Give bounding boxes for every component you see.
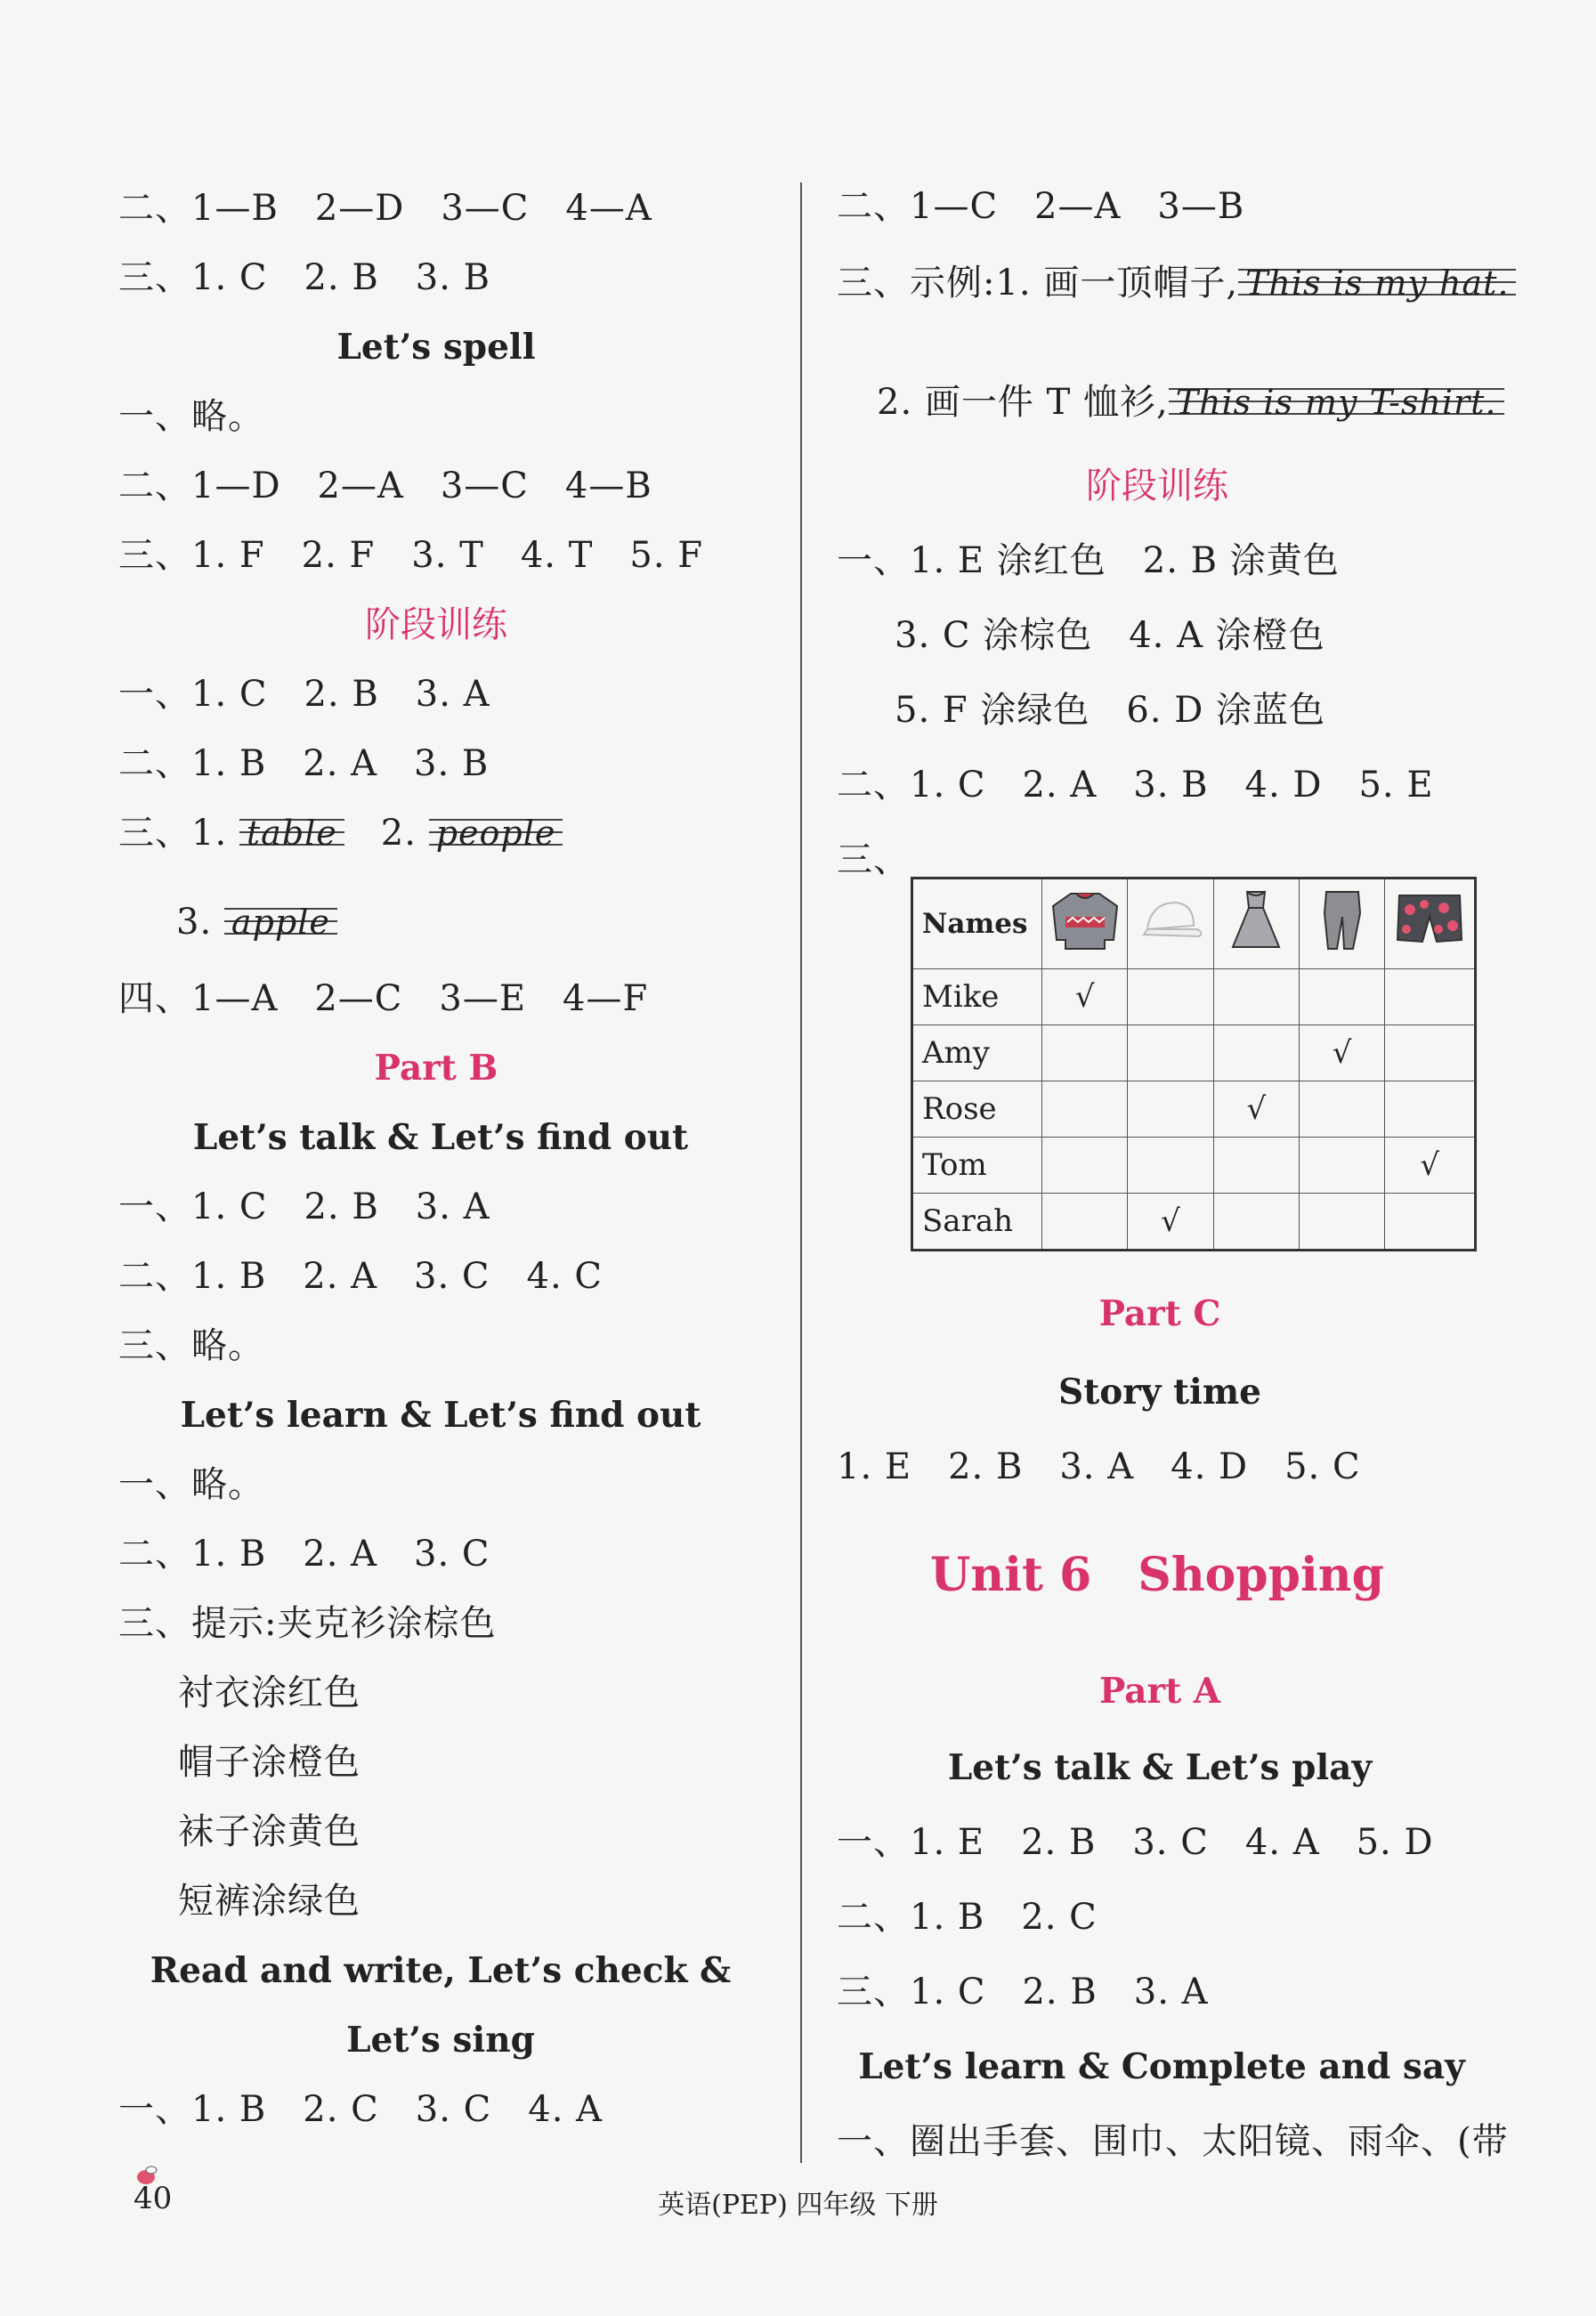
check-cell: √ [1213, 1081, 1299, 1138]
check-cell [1299, 1081, 1384, 1138]
check-cell [1213, 969, 1299, 1025]
row-name: Sarah [912, 1194, 1042, 1251]
answer-line: 5. F 涂绿色 6. D 涂蓝色 [895, 690, 1326, 731]
check-cell: √ [1042, 969, 1128, 1025]
section-heading: Story time [1058, 1372, 1261, 1413]
part-heading: Part C [1098, 1293, 1221, 1334]
answer-prefix: 2. [344, 813, 429, 854]
handwritten-word: people [429, 814, 563, 853]
footer-title: 英语(PEP) 四年级 下册 [658, 2190, 938, 2221]
answer-line: 四、1—A 2—C 3—E 4—F [118, 978, 649, 1019]
answer-line [877, 381, 1504, 424]
section-heading: Let’s learn & Complete and say [858, 2046, 1465, 2087]
answer-line: 1. E 2. B 3. A 4. D 5. C [837, 1446, 1361, 1487]
unit-title: Unit 6 Shopping [930, 1548, 1384, 1602]
check-cell [1299, 969, 1384, 1025]
check-cell: √ [1299, 1025, 1384, 1081]
table-header-row [912, 879, 1476, 969]
check-cell [1385, 1025, 1476, 1081]
check-cell [1128, 1081, 1213, 1138]
answer-line: 三、提示:夹克衫涂棕色 [118, 1603, 497, 1644]
check-cell [1385, 969, 1476, 1025]
check-cell [1042, 1025, 1128, 1081]
row-name: Tom [912, 1138, 1042, 1194]
dress-icon [1213, 879, 1299, 969]
answer-line: 一、圈出手套、围巾、太阳镜、雨伞、(带 [837, 2121, 1509, 2162]
answer-line: 三、 [837, 839, 910, 880]
answer-prefix: 3. [176, 902, 224, 943]
check-cell [1128, 1025, 1213, 1081]
answer-line: 3. C 涂棕色 4. A 涂橙色 [895, 615, 1325, 656]
answer-line: 二、1. B 2. A 3. C 4. C [118, 1256, 604, 1297]
answer-line: 三、1. C 2. B 3. A [837, 1972, 1209, 2012]
check-cell [1299, 1194, 1384, 1251]
answer-prefix: 2. 画一件 T 恤衫, [877, 382, 1169, 423]
answer-line: 二、1. B 2. A 3. C [118, 1534, 490, 1575]
row-name: Rose [912, 1081, 1042, 1138]
clothes-table [911, 877, 1477, 1251]
table-row [912, 1138, 1476, 1194]
check-cell [1042, 1194, 1128, 1251]
check-cell: √ [1385, 1138, 1476, 1194]
row-name: Mike [912, 969, 1042, 1025]
answer-line: 二、1. B 2. C [837, 1897, 1098, 1938]
answer-line: 一、1. E 涂红色 2. B 涂黄色 [837, 540, 1340, 581]
answer-line: 三、略。 [118, 1325, 264, 1366]
check-cell [1213, 1025, 1299, 1081]
page-number: 40 [134, 2181, 173, 2216]
stage-heading: 阶段训练 [1086, 466, 1228, 506]
section-heading: Let’s talk & Let’s find out [192, 1117, 689, 1158]
part-heading: Part B [374, 1048, 498, 1089]
section-heading: Let’s talk & Let’s play [947, 1747, 1373, 1788]
cap-icon [1128, 879, 1213, 969]
answer-line: 一、1. C 2. B 3. A [118, 1186, 490, 1227]
check-cell [1385, 1194, 1476, 1251]
answer-line: 二、1—B 2—D 3—C 4—A [118, 188, 652, 229]
check-cell [1042, 1138, 1128, 1194]
row-name: Amy [912, 1025, 1042, 1081]
check-cell [1213, 1138, 1299, 1194]
column-divider [800, 182, 802, 2163]
answer-line: 二、1. B 2. A 3. B [118, 743, 490, 784]
table-row [912, 1194, 1476, 1251]
answer-prefix: 三、1. [118, 813, 239, 854]
answer-line: 袜子涂黄色 [178, 1811, 361, 1852]
table-row [912, 1081, 1476, 1138]
handwritten-word: apple [224, 903, 337, 942]
table-header-names: Names [912, 879, 1042, 969]
check-cell [1128, 1138, 1213, 1194]
table-row [912, 1025, 1476, 1081]
stage-heading: 阶段训练 [365, 604, 507, 645]
pants-icon [1299, 879, 1384, 969]
answer-line: 二、1—D 2—A 3—C 4—B [118, 466, 652, 506]
answer-line: 一、1. E 2. B 3. C 4. A 5. D [837, 1822, 1434, 1863]
answer-line [837, 262, 1516, 304]
table-row [912, 969, 1476, 1025]
shorts-icon [1385, 879, 1476, 969]
section-heading: Read and write, Let’s check & [150, 1950, 732, 1991]
answer-line: 三、1. F 2. F 3. T 4. T 5. F [118, 535, 704, 576]
section-heading: Let’s spell [336, 327, 536, 368]
handwritten-sentence: This is my hat. [1238, 263, 1516, 303]
answer-line: 二、1—C 2—A 3—B [837, 186, 1245, 227]
answer-line: 短裤涂绿色 [178, 1881, 361, 1922]
answer-line: 二、1. C 2. A 3. B 4. D 5. E [837, 765, 1434, 806]
section-heading: Let’s learn & Let’s find out [180, 1395, 701, 1436]
answer-line: 一、1. B 2. C 3. C 4. A [118, 2089, 604, 2130]
answer-line: 一、略。 [118, 396, 264, 437]
answer-line [176, 901, 337, 943]
answer-line: 三、1. C 2. B 3. B [118, 257, 491, 298]
part-heading: Part A [1099, 1671, 1220, 1712]
answer-line: 衬衣涂红色 [178, 1672, 361, 1713]
check-cell [1128, 969, 1213, 1025]
check-cell [1299, 1138, 1384, 1194]
answer-prefix: 三、示例:1. 画一顶帽子, [837, 263, 1239, 304]
handwritten-sentence: This is my T-shirt. [1169, 383, 1504, 422]
answer-line: 帽子涂橙色 [178, 1742, 361, 1783]
check-cell [1042, 1081, 1128, 1138]
sweater-icon [1042, 879, 1128, 969]
check-cell: √ [1128, 1194, 1213, 1251]
section-heading: Let’s sing [346, 2020, 535, 2061]
answer-line: 一、1. C 2. B 3. A [118, 674, 490, 715]
handwritten-word: table [239, 814, 344, 853]
answer-line [118, 812, 563, 854]
answer-line: 一、略。 [118, 1464, 264, 1505]
check-cell [1385, 1081, 1476, 1138]
check-cell [1213, 1194, 1299, 1251]
